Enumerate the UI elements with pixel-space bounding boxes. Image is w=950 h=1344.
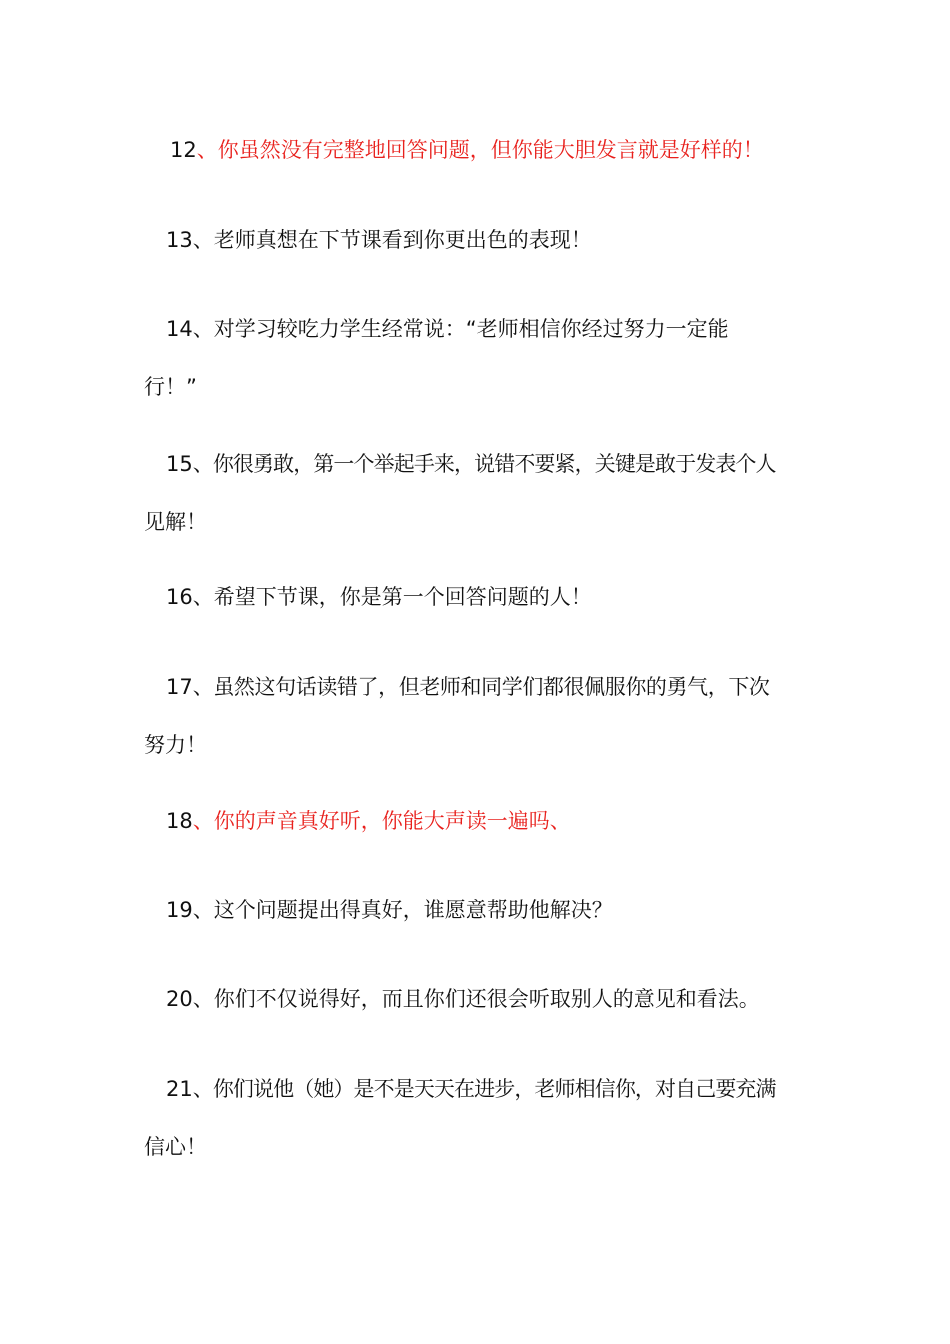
list-item-18 [144, 792, 814, 850]
item-text-continued: 信心！ [144, 1135, 207, 1159]
list-item-15 [144, 435, 814, 551]
item-number: 18 [166, 809, 193, 833]
item-number: 15 [166, 452, 193, 476]
item-number: 12 [170, 138, 197, 162]
item-text: 、你们不仅说得好，而且你们还很会听取别人的意见和看法。 [192, 987, 760, 1011]
item-text: 、希望下节课，你是第一个回答问题的人！ [192, 585, 592, 609]
item-text: 、虽然这句话读错了，但老师和同学们都很佩服你的勇气，下次 [192, 675, 770, 699]
list-item-14 [144, 300, 814, 416]
item-number: 16 [166, 585, 193, 609]
list-item-21 [144, 1060, 814, 1176]
item-text: 、你的声音真好听，你能大声读一遍吗、 [192, 809, 571, 833]
item-text-continued: 行！” [144, 375, 197, 399]
item-number: 14 [166, 317, 193, 341]
item-text: 、你们说他（她）是不是天天在进步，老师相信你，对自己要充满 [192, 1077, 776, 1101]
item-text: 、你很勇敢，第一个举起手来，说错不要紧，关键是敢于发表个人 [192, 452, 776, 476]
item-text-continued: 见解！ [144, 510, 207, 534]
list-item-20 [144, 970, 814, 1028]
list-item-13 [144, 211, 814, 269]
list-item-19 [144, 881, 814, 939]
item-number: 20 [166, 987, 193, 1011]
item-text: 、这个问题提出得真好，谁愿意帮助他解决？ [192, 898, 613, 922]
item-text: 、你虽然没有完整地回答问题，但你能大胆发言就是好样的！ [196, 138, 764, 162]
item-number: 17 [166, 675, 193, 699]
list-item-16 [144, 568, 814, 626]
list-item-17 [144, 658, 814, 774]
item-number: 13 [166, 228, 193, 252]
item-number: 21 [166, 1077, 193, 1101]
item-text: 、老师真想在下节课看到你更出色的表现！ [192, 228, 592, 252]
list-item-12 [170, 121, 840, 179]
item-number: 19 [166, 898, 193, 922]
item-text-continued: 努力！ [144, 733, 207, 757]
item-text: 、对学习较吃力学生经常说：“老师相信你经过努力一定能 [192, 317, 729, 341]
